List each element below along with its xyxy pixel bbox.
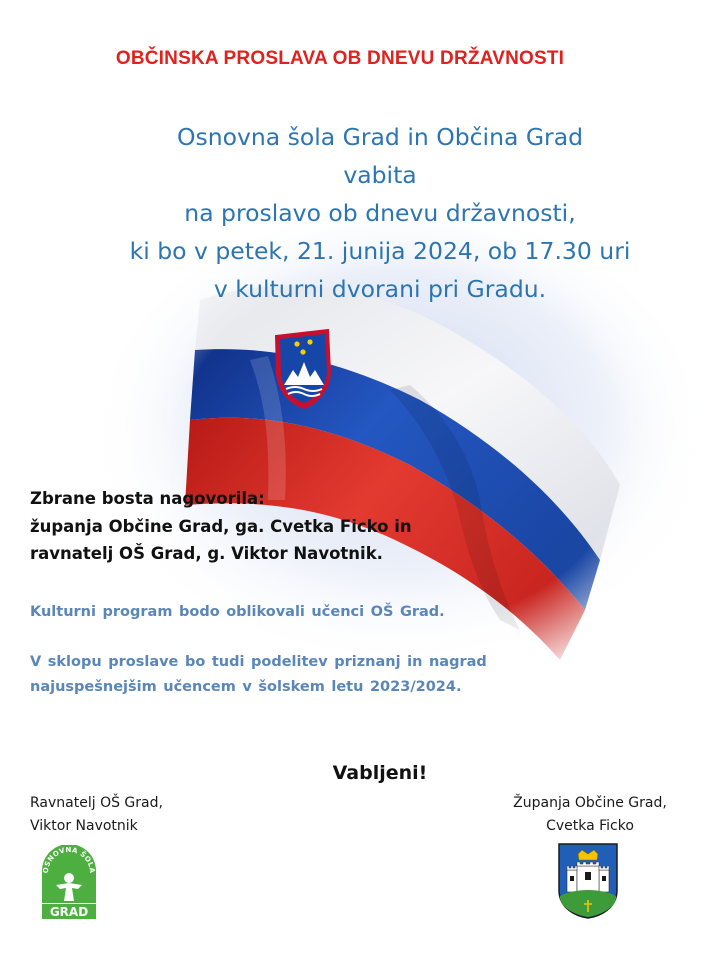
invitation-text (60, 118, 700, 308)
invitation-line: Osnovna šola Grad in Občina Grad (176, 123, 584, 151)
school-logo (38, 845, 100, 920)
program-note (30, 600, 590, 625)
invitation-line: ki bo v petek, 21. junija 2024, ob 17.30 uri (129, 237, 631, 265)
awards-line: V sklopu proslave bo tudi podelitev priznanj in nagrad (30, 654, 487, 670)
speakers-line: županja Občine Grad, ga. Cvetka Ficko in (30, 516, 412, 536)
signature-line: Viktor Navotnik (30, 818, 138, 834)
welcome-text: Vabljeni! (332, 762, 428, 784)
signature-line: Županja Občine Grad, (513, 795, 667, 811)
invitation-line: na proslavo ob dnevu državnosti, (184, 199, 576, 227)
invitation-line: vabita (343, 161, 417, 189)
awards-line: najuspešnejšim učencem v šolskem letu 2023/2024. (30, 679, 462, 695)
signature-mayor (490, 792, 690, 838)
signature-line: Cvetka Ficko (546, 818, 634, 834)
awards-note (30, 650, 590, 700)
speakers-block (30, 485, 450, 568)
speakers-line: Zbrane bosta nagovorila: (30, 489, 265, 508)
signature-line: Ravnatelj OŠ Grad, (30, 795, 163, 811)
invitation-line: v kulturni dvorani pri Gradu. (213, 275, 547, 303)
event-title: OBČINSKA PROSLAVA OB DNEVU DRŽAVNOSTI (115, 48, 565, 69)
speakers-line: ravnatelj OŠ Grad, g. Viktor Navotnik. (30, 544, 383, 563)
school-logo-name: GRAD (49, 905, 89, 919)
program-line: Kulturni program bodo oblikovali učenci OŠ Grad. (30, 604, 445, 620)
castle-coat-of-arms-icon (555, 840, 621, 920)
school-logo-arc-text: OSNOVNA ŠOLA (41, 845, 97, 874)
signature-principal (30, 792, 163, 838)
